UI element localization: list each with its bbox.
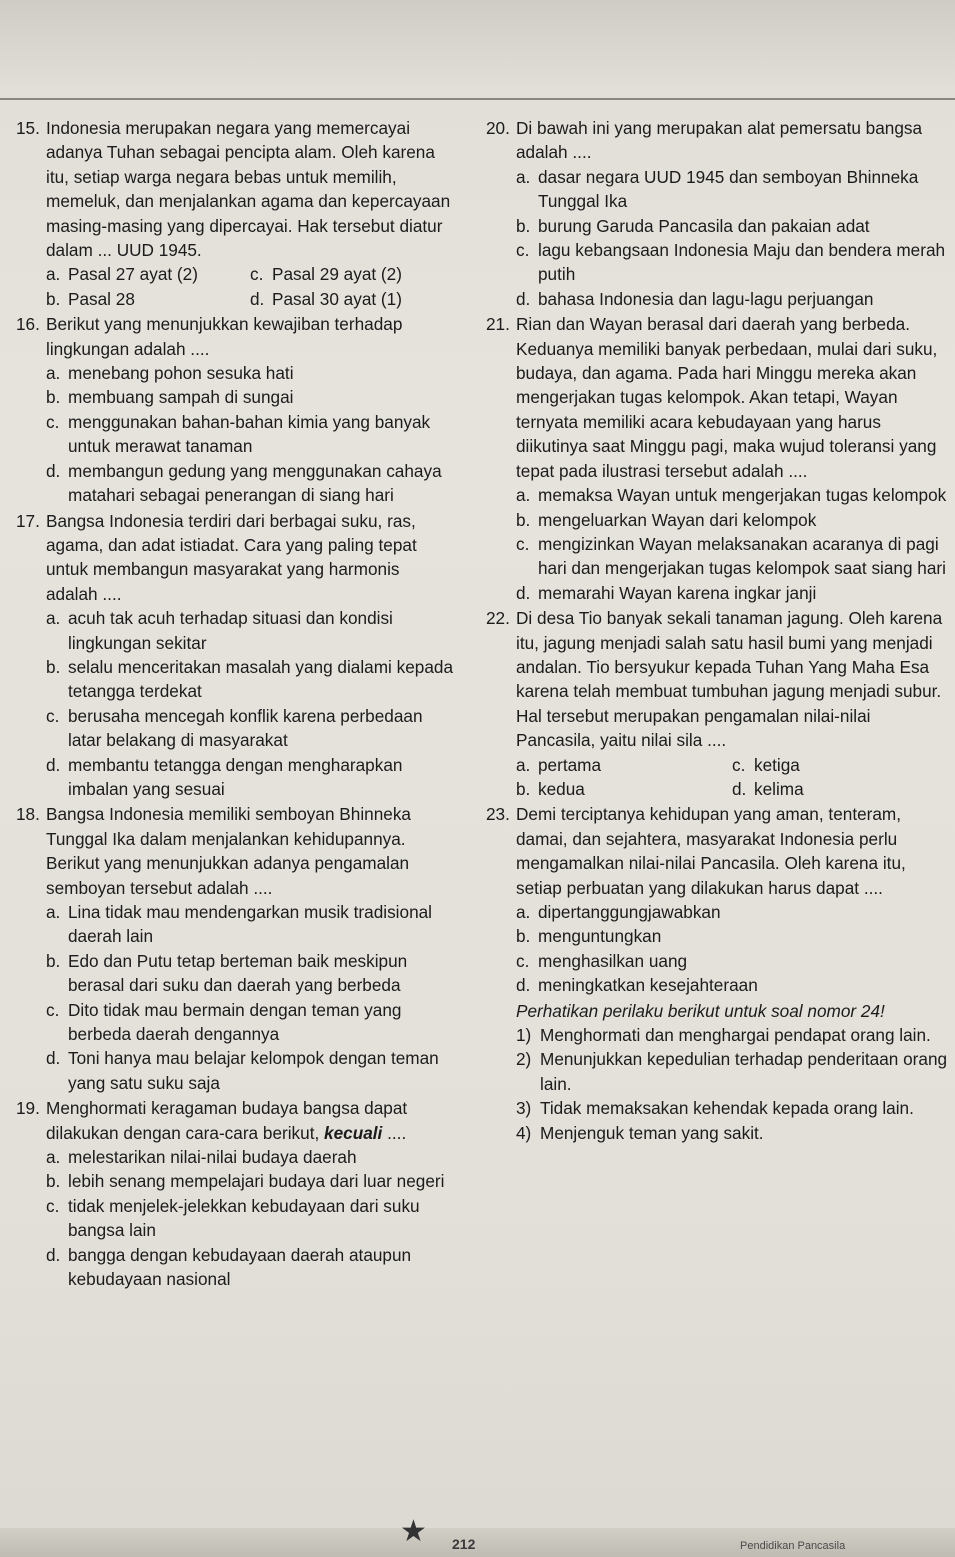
option-row bbox=[486, 753, 948, 777]
question-text: Di desa Tio banyak sekali tanaman jagung. Oleh karena itu, jagung menjadi salah satu hasil bumi yang menjadi andalan. Tio bersyukur kepada Tuhan Yang Maha Esa karena telah membuat tumbuhan jagung menjadi subur. Hal tersebut merupakan pengamalan nilai-nilai Pancasila, yaitu nilai sila .... bbox=[516, 608, 943, 751]
option-d[interactable]: d. kelima bbox=[732, 778, 804, 799]
option-d[interactable]: d. bahasa Indonesia dan lagu-lagu perjuangan bbox=[516, 288, 874, 309]
option-row bbox=[16, 287, 454, 311]
book-title: Pendidikan Pancasila bbox=[740, 1540, 846, 1552]
option-c[interactable]: c. tidak menjelek-jelekkan kebudayaan dari suku bangsa lain bbox=[46, 1195, 420, 1241]
question-16 bbox=[16, 312, 454, 507]
option-b[interactable]: b. burung Garuda Pancasila dan pakaian adat bbox=[516, 215, 870, 236]
option-a[interactable]: a. dasar negara UUD 1945 dan semboyan Bhinneka Tunggal Ika bbox=[516, 166, 919, 212]
option-b[interactable]: b. selalu menceritakan masalah yang dialami kepada tetangga terdekat bbox=[46, 656, 454, 702]
option-a[interactable]: a. melestarikan nilai-nilai budaya daerah bbox=[46, 1147, 357, 1168]
question-text: Menghormati keragaman budaya bangsa dapat dilakukan dengan cara-cara berikut, kecuali .... bbox=[46, 1098, 408, 1143]
option-b[interactable]: b. menguntungkan bbox=[516, 926, 662, 947]
question-number: 22. bbox=[486, 608, 510, 629]
option-c[interactable]: c. mengizinkan Wayan melaksanakan acaranya di pagi hari dan mengerjakan tugas kelompok saat siang hari bbox=[516, 533, 946, 579]
question-text: Berikut yang menunjukkan kewajiban terhadap lingkungan adalah .... bbox=[46, 314, 403, 359]
question-20 bbox=[486, 116, 948, 311]
option-row bbox=[16, 262, 454, 286]
option-d[interactable]: d. Pasal 30 ayat (1) bbox=[250, 288, 402, 309]
statement-4: 4) Menjenguk teman yang sakit. bbox=[516, 1122, 764, 1143]
question-number: 19. bbox=[16, 1098, 40, 1119]
option-d[interactable]: d. meningkatkan kesejahteraan bbox=[516, 975, 758, 996]
left-column bbox=[16, 116, 454, 1293]
question-number: 16. bbox=[16, 314, 40, 335]
question-17 bbox=[16, 509, 454, 802]
right-column bbox=[486, 116, 948, 1145]
question-15 bbox=[16, 116, 454, 311]
question-text: Di bawah ini yang merupakan alat pemersatu bangsa adalah .... bbox=[516, 118, 923, 163]
option-b[interactable]: b. kedua bbox=[516, 778, 585, 799]
question-21 bbox=[486, 312, 948, 605]
keyword-kecuali: kecuali bbox=[324, 1122, 383, 1143]
question-number: 17. bbox=[16, 510, 40, 531]
question-number: 18. bbox=[16, 804, 40, 825]
question-22 bbox=[486, 606, 948, 801]
question-text: Bangsa Indonesia memiliki semboyan Bhinneka Tunggal Ika dalam menjalankan kehidupannya. Berikut yang menunjukkan adanya pengamalan semboyan tersebut adalah .... bbox=[46, 804, 411, 898]
question-text: Bangsa Indonesia terdiri dari berbagai suku, ras, agama, dan adat istiadat. Cara yang paling tepat untuk membangun masyarakat yang harmonis adalah .... bbox=[46, 510, 417, 604]
option-b[interactable]: b. Pasal 28 bbox=[46, 288, 135, 309]
option-a[interactable]: a. Lina tidak mau mendengarkan musik tradisional daerah lain bbox=[46, 902, 433, 947]
option-a[interactable]: a. menebang pohon sesuka hati bbox=[46, 363, 294, 384]
option-b[interactable]: b. membuang sampah di sungai bbox=[46, 387, 294, 408]
option-d[interactable]: d. membantu tetangga dengan mengharapkan imbalan yang sesuai bbox=[46, 754, 403, 799]
option-d[interactable]: d. membangun gedung yang menggunakan cahaya matahari sebagai penerangan di siang hari bbox=[46, 460, 442, 506]
option-b[interactable]: b. mengeluarkan Wayan dari kelompok bbox=[516, 509, 817, 530]
page-number: 212 bbox=[452, 1536, 476, 1552]
question-text: Indonesia merupakan negara yang memercayai adanya Tuhan sebagai pencipta alam. Oleh karena itu, setiap warga negara bebas untuk memilih, memeluk, dan menjalankan agama dan kepercayaan masing-masing yang dipercayai. Hak tersebut diatur dalam ... UUD 1945. bbox=[46, 118, 451, 261]
option-c[interactable]: c. Pasal 29 ayat (2) bbox=[250, 264, 402, 285]
option-c[interactable]: c. berusaha mencegah konflik karena perbedaan latar belakang di masyarakat bbox=[46, 705, 423, 751]
option-row bbox=[486, 777, 948, 801]
option-d[interactable]: d. Toni hanya mau belajar kelompok dengan teman yang satu suku saja bbox=[46, 1048, 439, 1093]
option-d[interactable]: d. memarahi Wayan karena ingkar janji bbox=[516, 582, 817, 603]
instruction-text: Perhatikan perilaku berikut untuk soal nomor 24! bbox=[516, 1000, 885, 1021]
option-a[interactable]: a. dipertanggungjawabkan bbox=[516, 902, 721, 922]
statement-3: 3) Tidak memaksakan kehendak kepada orang lain. bbox=[516, 1098, 914, 1119]
option-d[interactable]: d. bangga dengan kebudayaan daerah ataupun kebudayaan nasional bbox=[46, 1244, 412, 1290]
statement-2: 2) Menunjukkan kepedulian terhadap penderitaan orang lain. bbox=[516, 1049, 948, 1094]
option-c[interactable]: c. ketiga bbox=[732, 754, 800, 775]
question-18 bbox=[16, 802, 454, 1095]
option-c[interactable]: c. Dito tidak mau bermain dengan teman yang berbeda daerah dengannya bbox=[46, 999, 402, 1045]
option-b[interactable]: b. Edo dan Putu tetap berteman baik meskipun berasal dari suku dan daerah yang berbeda bbox=[46, 950, 408, 996]
question-23 bbox=[486, 802, 948, 997]
question-number: 20. bbox=[486, 118, 510, 138]
option-b[interactable]: b. lebih senang mempelajari budaya dari luar negeri bbox=[46, 1171, 445, 1192]
question-text: Rian dan Wayan berasal dari daerah yang berbeda. Keduanya memiliki banyak perbedaan, mulai dari suku, budaya, dan agama. Pada hari Minggu mereka akan mengerjakan tugas kelompok. Akan tetapi, Wayan ternyata memiliki acara kebudayaan yang harus diikutinya saat Minggu pagi, maka wujud toleransi yang tepat pada ilustrasi tersebut adalah .... bbox=[516, 314, 938, 481]
option-a[interactable]: a. pertama bbox=[516, 754, 602, 775]
option-c[interactable]: c. lagu kebangsaan Indonesia Maju dan bendera merah putih bbox=[516, 240, 946, 285]
statement-1: 1) Menghormati dan menghargai pendapat orang lain. bbox=[516, 1025, 931, 1046]
option-c[interactable]: c. menggunakan bahan-bahan kimia yang banyak untuk merawat tanaman bbox=[46, 411, 431, 457]
question-19 bbox=[16, 1096, 454, 1291]
option-c[interactable]: c. menghasilkan uang bbox=[516, 950, 688, 971]
option-a[interactable]: a. Pasal 27 ayat (2) bbox=[46, 264, 198, 285]
question-number: 15. bbox=[16, 118, 40, 138]
option-a[interactable]: a. acuh tak acuh terhadap situasi dan kondisi lingkungan sekitar bbox=[46, 608, 393, 653]
question-text: Demi terciptanya kehidupan yang aman, tenteram, damai, dan sejahtera, masyarakat Indonesia perlu mengamalkan nilai-nilai Pancasila. Oleh karena itu, setiap perbuatan yang dilakukan harus dapat .... bbox=[516, 804, 906, 898]
option-a[interactable]: a. memaksa Wayan untuk mengerjakan tugas kelompok bbox=[516, 485, 947, 506]
star-icon: ★ bbox=[400, 1515, 427, 1548]
question-number: 23. bbox=[486, 804, 510, 825]
header-divider bbox=[0, 98, 955, 100]
question-number: 21. bbox=[486, 314, 510, 335]
